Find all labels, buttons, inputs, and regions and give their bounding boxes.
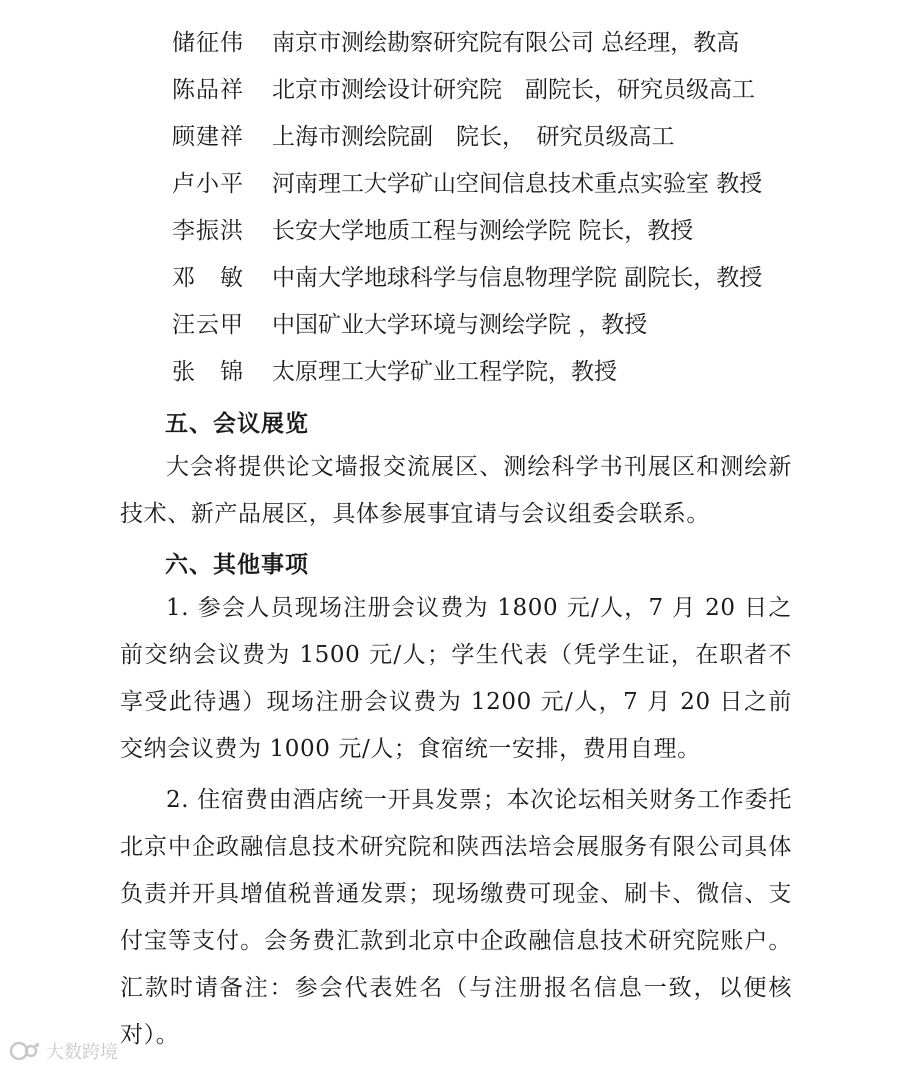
member-affiliation: 太原理工大学矿业工程学院，教授 (272, 359, 617, 385)
member-name: 张锦 (172, 359, 268, 385)
member-affiliation: 北京市测绘设计研究院 副院长，研究员级高工 (272, 77, 755, 103)
exhibition-paragraph: 大会将提供论文墙报交流展区、测绘科学书刊展区和测绘新技术、新产品展区，具体参展事宜请与会议组委会联系。 (120, 454, 792, 527)
committee-member-row (172, 67, 872, 114)
watermark (8, 1038, 118, 1064)
committee-member-list (172, 20, 872, 396)
member-name: 邓敏 (172, 265, 268, 291)
committee-member-row (172, 349, 872, 396)
committee-member-row (172, 302, 872, 349)
committee-member-row (172, 208, 872, 255)
section-heading-exhibition: 五、会议展览 (165, 410, 309, 437)
member-name: 李振洪 (172, 218, 244, 244)
member-affiliation: 中国矿业大学环境与测绘学院 ，教授 (272, 312, 648, 338)
member-name: 卢小平 (172, 171, 244, 197)
brand-logo-icon (8, 1040, 42, 1062)
invoice-payment-paragraph: 2. 住宿费由酒店统一开具发票；本次论坛相关财务工作委托北京中企政融信息技术研究院和陕西法培会展服务有限公司具体负责并开具增值税普通发票；现场缴费可现金、刷卡、微信、支付宝等支付。会务费汇款到北京中企政融信息技术研究院账户。汇款时请备注：参会代表姓名（与注册报名信息一致，以便核对）。 (120, 787, 792, 1048)
watermark-text: 大数跨境 (46, 1042, 118, 1063)
member-name: 陈品祥 (172, 77, 244, 103)
member-affiliation: 上海市测绘院副 院长， 研究员级高工 (272, 124, 675, 150)
member-affiliation: 中南大学地球科学与信息物理学院 副院长，教授 (272, 265, 763, 291)
member-affiliation: 南京市测绘勘察研究院有限公司 总经理，教高 (272, 30, 740, 56)
committee-member-row (172, 161, 872, 208)
registration-fee-paragraph: 1. 参会人员现场注册会议费为 1800 元/人，7 月 20 日之前交纳会议费为 1500 元/人；学生代表（凭学生证，在职者不享受此待遇）现场注册会议费为 1200 元/人，7 月 20 日之前交纳会议费为 1000 元/人；食宿统一安排，费用自理。 (120, 595, 792, 762)
member-name: 顾建祥 (172, 124, 244, 150)
section-heading-other-matters: 六、其他事项 (165, 551, 309, 578)
member-affiliation: 河南理工大学矿山空间信息技术重点实验室 教授 (272, 171, 763, 197)
committee-member-row (172, 255, 872, 302)
member-affiliation: 长安大学地质工程与测绘学院 院长，教授 (272, 218, 694, 244)
committee-member-row (172, 114, 872, 161)
committee-member-row (172, 20, 872, 67)
member-name: 储征伟 (172, 30, 244, 56)
member-name: 汪云甲 (172, 312, 244, 338)
